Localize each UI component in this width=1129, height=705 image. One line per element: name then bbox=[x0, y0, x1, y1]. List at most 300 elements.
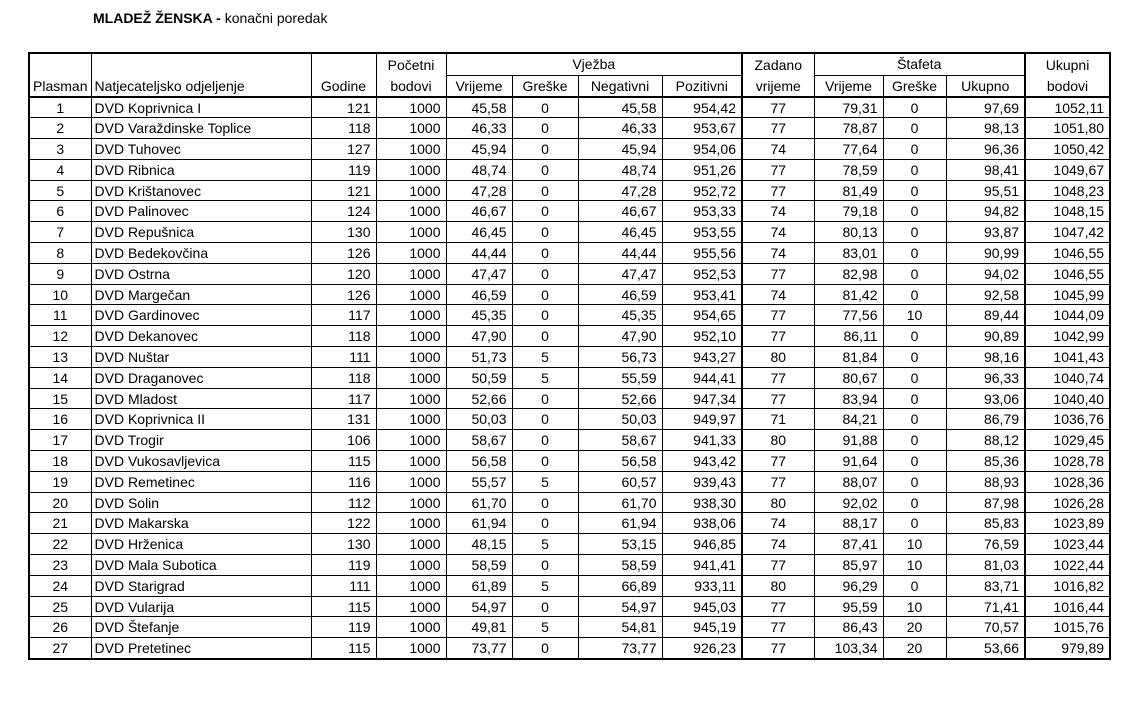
vjezba-pozitivni-cell: 943,42 bbox=[662, 451, 742, 472]
team-name-cell: DVD Ostrna bbox=[91, 263, 311, 284]
ukupni-bodovi-cell: 1040,74 bbox=[1025, 367, 1110, 388]
pocetni-bodovi-cell: 1000 bbox=[376, 555, 446, 576]
vjezba-negativni-cell: 52,66 bbox=[578, 388, 662, 409]
zadano-vrijeme-cell: 77 bbox=[742, 638, 814, 659]
page-title-bold: MLADEŽ ŽENSKA - bbox=[93, 10, 221, 26]
stafeta-greske-cell: 0 bbox=[883, 243, 946, 264]
vjezba-negativni-cell: 46,33 bbox=[578, 118, 662, 139]
godine-cell: 111 bbox=[311, 575, 376, 596]
table-header bbox=[29, 53, 1110, 97]
godine-cell: 106 bbox=[311, 430, 376, 451]
ukupni-bodovi-cell: 1045,99 bbox=[1025, 284, 1110, 305]
vjezba-vrijeme-cell: 45,94 bbox=[446, 139, 512, 160]
header-ukupni-bottom: bodovi bbox=[1025, 75, 1110, 97]
header-vjezba-pozitivni: Pozitivni bbox=[662, 75, 742, 97]
godine-cell: 119 bbox=[311, 555, 376, 576]
team-name-cell: DVD Varaždinske Toplice bbox=[91, 118, 311, 139]
pocetni-bodovi-cell: 1000 bbox=[376, 180, 446, 201]
pocetni-bodovi-cell: 1000 bbox=[376, 243, 446, 264]
table-row bbox=[29, 388, 1110, 409]
ukupni-bodovi-cell: 1049,67 bbox=[1025, 159, 1110, 180]
page-title bbox=[93, 9, 327, 27]
stafeta-ukupno-cell: 85,83 bbox=[946, 513, 1025, 534]
plasman-cell: 19 bbox=[29, 471, 91, 492]
team-name-cell: DVD Repušnica bbox=[91, 222, 311, 243]
stafeta-greske-cell: 0 bbox=[883, 284, 946, 305]
header-plasman: Plasman bbox=[29, 75, 91, 97]
zadano-vrijeme-cell: 77 bbox=[742, 263, 814, 284]
stafeta-ukupno-cell: 98,13 bbox=[946, 118, 1025, 139]
zadano-vrijeme-cell: 80 bbox=[742, 347, 814, 368]
vjezba-pozitivni-cell: 938,30 bbox=[662, 492, 742, 513]
vjezba-greske-cell: 0 bbox=[512, 555, 578, 576]
vjezba-vrijeme-cell: 47,28 bbox=[446, 180, 512, 201]
vjezba-negativni-cell: 58,59 bbox=[578, 555, 662, 576]
stafeta-vrijeme-cell: 77,64 bbox=[814, 139, 883, 160]
ukupni-bodovi-cell: 1023,44 bbox=[1025, 534, 1110, 555]
ukupni-bodovi-cell: 1052,11 bbox=[1025, 97, 1110, 118]
vjezba-pozitivni-cell: 947,34 bbox=[662, 388, 742, 409]
stafeta-vrijeme-cell: 83,01 bbox=[814, 243, 883, 264]
plasman-cell: 25 bbox=[29, 596, 91, 617]
vjezba-vrijeme-cell: 61,70 bbox=[446, 492, 512, 513]
pocetni-bodovi-cell: 1000 bbox=[376, 263, 446, 284]
vjezba-greske-cell: 0 bbox=[512, 388, 578, 409]
vjezba-vrijeme-cell: 61,89 bbox=[446, 575, 512, 596]
stafeta-greske-cell: 0 bbox=[883, 97, 946, 118]
vjezba-pozitivni-cell: 938,06 bbox=[662, 513, 742, 534]
vjezba-vrijeme-cell: 46,59 bbox=[446, 284, 512, 305]
team-name-cell: DVD Gardinovec bbox=[91, 305, 311, 326]
stafeta-vrijeme-cell: 79,18 bbox=[814, 201, 883, 222]
vjezba-greske-cell: 0 bbox=[512, 201, 578, 222]
team-name-cell: DVD Starigrad bbox=[91, 575, 311, 596]
plasman-cell: 13 bbox=[29, 347, 91, 368]
stafeta-vrijeme-cell: 92,02 bbox=[814, 492, 883, 513]
vjezba-pozitivni-cell: 939,43 bbox=[662, 471, 742, 492]
godine-cell: 121 bbox=[311, 97, 376, 118]
vjezba-greske-cell: 0 bbox=[512, 409, 578, 430]
godine-cell: 118 bbox=[311, 367, 376, 388]
table-body bbox=[29, 97, 1110, 659]
zadano-vrijeme-cell: 74 bbox=[742, 243, 814, 264]
pocetni-bodovi-cell: 1000 bbox=[376, 471, 446, 492]
stafeta-vrijeme-cell: 88,07 bbox=[814, 471, 883, 492]
zadano-vrijeme-cell: 74 bbox=[742, 284, 814, 305]
zadano-vrijeme-cell: 77 bbox=[742, 617, 814, 638]
vjezba-pozitivni-cell: 954,65 bbox=[662, 305, 742, 326]
godine-cell: 117 bbox=[311, 305, 376, 326]
vjezba-greske-cell: 5 bbox=[512, 367, 578, 388]
stafeta-ukupno-cell: 85,36 bbox=[946, 451, 1025, 472]
stafeta-vrijeme-cell: 86,11 bbox=[814, 326, 883, 347]
vjezba-negativni-cell: 50,03 bbox=[578, 409, 662, 430]
team-name-cell: DVD Vukosavljevica bbox=[91, 451, 311, 472]
vjezba-vrijeme-cell: 58,67 bbox=[446, 430, 512, 451]
vjezba-negativni-cell: 55,59 bbox=[578, 367, 662, 388]
team-name-cell: DVD Tuhovec bbox=[91, 139, 311, 160]
plasman-cell: 9 bbox=[29, 263, 91, 284]
zadano-vrijeme-cell: 77 bbox=[742, 326, 814, 347]
vjezba-vrijeme-cell: 55,57 bbox=[446, 471, 512, 492]
vjezba-negativni-cell: 46,45 bbox=[578, 222, 662, 243]
team-name-cell: DVD Draganovec bbox=[91, 367, 311, 388]
stafeta-greske-cell: 0 bbox=[883, 367, 946, 388]
godine-cell: 126 bbox=[311, 243, 376, 264]
team-name-cell: DVD Koprivnica I bbox=[91, 97, 311, 118]
vjezba-negativni-cell: 47,47 bbox=[578, 263, 662, 284]
vjezba-greske-cell: 5 bbox=[512, 534, 578, 555]
stafeta-greske-cell: 20 bbox=[883, 638, 946, 659]
header-pocetni-top: Početni bbox=[376, 53, 446, 75]
table-row bbox=[29, 347, 1110, 368]
zadano-vrijeme-cell: 77 bbox=[742, 471, 814, 492]
table-row bbox=[29, 513, 1110, 534]
plasman-cell: 7 bbox=[29, 222, 91, 243]
stafeta-ukupno-cell: 53,66 bbox=[946, 638, 1025, 659]
header-vjezba-group: Vježba bbox=[446, 53, 742, 75]
stafeta-greske-cell: 0 bbox=[883, 263, 946, 284]
ukupni-bodovi-cell: 1048,23 bbox=[1025, 180, 1110, 201]
stafeta-vrijeme-cell: 78,87 bbox=[814, 118, 883, 139]
zadano-vrijeme-cell: 77 bbox=[742, 451, 814, 472]
team-name-cell: DVD Hrženica bbox=[91, 534, 311, 555]
pocetni-bodovi-cell: 1000 bbox=[376, 451, 446, 472]
vjezba-negativni-cell: 45,94 bbox=[578, 139, 662, 160]
ukupni-bodovi-cell: 1036,76 bbox=[1025, 409, 1110, 430]
godine-cell: 126 bbox=[311, 284, 376, 305]
ukupni-bodovi-cell: 1023,89 bbox=[1025, 513, 1110, 534]
stafeta-ukupno-cell: 98,41 bbox=[946, 159, 1025, 180]
stafeta-greske-cell: 10 bbox=[883, 596, 946, 617]
vjezba-negativni-cell: 73,77 bbox=[578, 638, 662, 659]
vjezba-negativni-cell: 46,67 bbox=[578, 201, 662, 222]
stafeta-vrijeme-cell: 81,84 bbox=[814, 347, 883, 368]
ukupni-bodovi-cell: 1047,42 bbox=[1025, 222, 1110, 243]
header-godine-top bbox=[311, 53, 376, 75]
plasman-cell: 14 bbox=[29, 367, 91, 388]
vjezba-negativni-cell: 60,57 bbox=[578, 471, 662, 492]
zadano-vrijeme-cell: 77 bbox=[742, 180, 814, 201]
zadano-vrijeme-cell: 77 bbox=[742, 159, 814, 180]
header-plasman-top bbox=[29, 53, 91, 75]
pocetni-bodovi-cell: 1000 bbox=[376, 367, 446, 388]
vjezba-negativni-cell: 45,58 bbox=[578, 97, 662, 118]
header-pocetni-bottom: bodovi bbox=[376, 75, 446, 97]
header-ukupni-top: Ukupni bbox=[1025, 53, 1110, 75]
vjezba-negativni-cell: 56,58 bbox=[578, 451, 662, 472]
godine-cell: 130 bbox=[311, 222, 376, 243]
plasman-cell: 12 bbox=[29, 326, 91, 347]
stafeta-ukupno-cell: 92,58 bbox=[946, 284, 1025, 305]
vjezba-vrijeme-cell: 48,74 bbox=[446, 159, 512, 180]
pocetni-bodovi-cell: 1000 bbox=[376, 409, 446, 430]
stafeta-greske-cell: 0 bbox=[883, 388, 946, 409]
header-stafeta-group: Štafeta bbox=[814, 53, 1025, 75]
table-row bbox=[29, 575, 1110, 596]
vjezba-negativni-cell: 56,73 bbox=[578, 347, 662, 368]
plasman-cell: 6 bbox=[29, 201, 91, 222]
pocetni-bodovi-cell: 1000 bbox=[376, 347, 446, 368]
plasman-cell: 8 bbox=[29, 243, 91, 264]
vjezba-vrijeme-cell: 61,94 bbox=[446, 513, 512, 534]
header-zadano-top: Zadano bbox=[742, 53, 814, 75]
plasman-cell: 17 bbox=[29, 430, 91, 451]
stafeta-vrijeme-cell: 79,31 bbox=[814, 97, 883, 118]
stafeta-vrijeme-cell: 91,88 bbox=[814, 430, 883, 451]
team-name-cell: DVD Margečan bbox=[91, 284, 311, 305]
godine-cell: 112 bbox=[311, 492, 376, 513]
stafeta-ukupno-cell: 76,59 bbox=[946, 534, 1025, 555]
table-row bbox=[29, 534, 1110, 555]
table-row bbox=[29, 617, 1110, 638]
stafeta-greske-cell: 0 bbox=[883, 139, 946, 160]
ukupni-bodovi-cell: 1016,44 bbox=[1025, 596, 1110, 617]
pocetni-bodovi-cell: 1000 bbox=[376, 492, 446, 513]
vjezba-pozitivni-cell: 954,06 bbox=[662, 139, 742, 160]
vjezba-negativni-cell: 45,35 bbox=[578, 305, 662, 326]
vjezba-negativni-cell: 48,74 bbox=[578, 159, 662, 180]
stafeta-greske-cell: 0 bbox=[883, 451, 946, 472]
vjezba-vrijeme-cell: 73,77 bbox=[446, 638, 512, 659]
vjezba-vrijeme-cell: 45,35 bbox=[446, 305, 512, 326]
zadano-vrijeme-cell: 77 bbox=[742, 367, 814, 388]
ukupni-bodovi-cell: 1028,78 bbox=[1025, 451, 1110, 472]
vjezba-negativni-cell: 54,97 bbox=[578, 596, 662, 617]
ukupni-bodovi-cell: 1046,55 bbox=[1025, 243, 1110, 264]
table-row bbox=[29, 118, 1110, 139]
vjezba-vrijeme-cell: 50,03 bbox=[446, 409, 512, 430]
team-name-cell: DVD Trogir bbox=[91, 430, 311, 451]
ukupni-bodovi-cell: 1046,55 bbox=[1025, 263, 1110, 284]
table-row bbox=[29, 596, 1110, 617]
godine-cell: 111 bbox=[311, 347, 376, 368]
header-vjezba-greske: Greške bbox=[512, 75, 578, 97]
vjezba-pozitivni-cell: 926,23 bbox=[662, 638, 742, 659]
stafeta-greske-cell: 0 bbox=[883, 159, 946, 180]
vjezba-pozitivni-cell: 949,97 bbox=[662, 409, 742, 430]
stafeta-ukupno-cell: 81,03 bbox=[946, 555, 1025, 576]
team-name-cell: DVD Palinovec bbox=[91, 201, 311, 222]
zadano-vrijeme-cell: 74 bbox=[742, 513, 814, 534]
team-name-cell: DVD Štefanje bbox=[91, 617, 311, 638]
pocetni-bodovi-cell: 1000 bbox=[376, 139, 446, 160]
stafeta-vrijeme-cell: 85,97 bbox=[814, 555, 883, 576]
stafeta-ukupno-cell: 96,36 bbox=[946, 139, 1025, 160]
vjezba-pozitivni-cell: 953,33 bbox=[662, 201, 742, 222]
ukupni-bodovi-cell: 1041,43 bbox=[1025, 347, 1110, 368]
vjezba-greske-cell: 0 bbox=[512, 284, 578, 305]
ukupni-bodovi-cell: 979,89 bbox=[1025, 638, 1110, 659]
stafeta-vrijeme-cell: 80,67 bbox=[814, 367, 883, 388]
stafeta-ukupno-cell: 86,79 bbox=[946, 409, 1025, 430]
godine-cell: 120 bbox=[311, 263, 376, 284]
team-name-cell: DVD Pretetinec bbox=[91, 638, 311, 659]
pocetni-bodovi-cell: 1000 bbox=[376, 575, 446, 596]
godine-cell: 130 bbox=[311, 534, 376, 555]
table-row bbox=[29, 305, 1110, 326]
vjezba-negativni-cell: 66,89 bbox=[578, 575, 662, 596]
vjezba-negativni-cell: 54,81 bbox=[578, 617, 662, 638]
vjezba-vrijeme-cell: 51,73 bbox=[446, 347, 512, 368]
plasman-cell: 10 bbox=[29, 284, 91, 305]
team-name-cell: DVD Bedekovčina bbox=[91, 243, 311, 264]
stafeta-vrijeme-cell: 96,29 bbox=[814, 575, 883, 596]
godine-cell: 118 bbox=[311, 118, 376, 139]
plasman-cell: 26 bbox=[29, 617, 91, 638]
vjezba-negativni-cell: 61,70 bbox=[578, 492, 662, 513]
vjezba-pozitivni-cell: 951,26 bbox=[662, 159, 742, 180]
godine-cell: 121 bbox=[311, 180, 376, 201]
stafeta-greske-cell: 0 bbox=[883, 326, 946, 347]
vjezba-negativni-cell: 44,44 bbox=[578, 243, 662, 264]
ukupni-bodovi-cell: 1029,45 bbox=[1025, 430, 1110, 451]
zadano-vrijeme-cell: 77 bbox=[742, 97, 814, 118]
table-row bbox=[29, 367, 1110, 388]
vjezba-vrijeme-cell: 58,59 bbox=[446, 555, 512, 576]
vjezba-pozitivni-cell: 953,41 bbox=[662, 284, 742, 305]
stafeta-vrijeme-cell: 78,59 bbox=[814, 159, 883, 180]
zadano-vrijeme-cell: 74 bbox=[742, 139, 814, 160]
page-title-rest: konačni poredak bbox=[220, 10, 328, 26]
godine-cell: 127 bbox=[311, 139, 376, 160]
zadano-vrijeme-cell: 80 bbox=[742, 430, 814, 451]
stafeta-ukupno-cell: 94,02 bbox=[946, 263, 1025, 284]
stafeta-ukupno-cell: 71,41 bbox=[946, 596, 1025, 617]
vjezba-pozitivni-cell: 944,41 bbox=[662, 367, 742, 388]
team-name-cell: DVD Vularija bbox=[91, 596, 311, 617]
vjezba-greske-cell: 0 bbox=[512, 263, 578, 284]
table-row bbox=[29, 555, 1110, 576]
table-row bbox=[29, 638, 1110, 659]
vjezba-pozitivni-cell: 952,10 bbox=[662, 326, 742, 347]
stafeta-ukupno-cell: 88,93 bbox=[946, 471, 1025, 492]
stafeta-greske-cell: 0 bbox=[883, 347, 946, 368]
ukupni-bodovi-cell: 1040,40 bbox=[1025, 388, 1110, 409]
vjezba-vrijeme-cell: 44,44 bbox=[446, 243, 512, 264]
vjezba-vrijeme-cell: 47,47 bbox=[446, 263, 512, 284]
header-natjecateljsko-top bbox=[91, 53, 311, 75]
stafeta-greske-cell: 0 bbox=[883, 222, 946, 243]
vjezba-pozitivni-cell: 952,72 bbox=[662, 180, 742, 201]
pocetni-bodovi-cell: 1000 bbox=[376, 159, 446, 180]
vjezba-negativni-cell: 46,59 bbox=[578, 284, 662, 305]
table-row bbox=[29, 326, 1110, 347]
pocetni-bodovi-cell: 1000 bbox=[376, 284, 446, 305]
stafeta-greske-cell: 0 bbox=[883, 409, 946, 430]
zadano-vrijeme-cell: 77 bbox=[742, 305, 814, 326]
plasman-cell: 15 bbox=[29, 388, 91, 409]
vjezba-vrijeme-cell: 46,45 bbox=[446, 222, 512, 243]
vjezba-greske-cell: 0 bbox=[512, 180, 578, 201]
godine-cell: 115 bbox=[311, 638, 376, 659]
pocetni-bodovi-cell: 1000 bbox=[376, 534, 446, 555]
table-row bbox=[29, 201, 1110, 222]
plasman-cell: 22 bbox=[29, 534, 91, 555]
zadano-vrijeme-cell: 77 bbox=[742, 118, 814, 139]
stafeta-greske-cell: 0 bbox=[883, 575, 946, 596]
stafeta-ukupno-cell: 87,98 bbox=[946, 492, 1025, 513]
zadano-vrijeme-cell: 77 bbox=[742, 596, 814, 617]
plasman-cell: 5 bbox=[29, 180, 91, 201]
stafeta-vrijeme-cell: 95,59 bbox=[814, 596, 883, 617]
vjezba-pozitivni-cell: 945,03 bbox=[662, 596, 742, 617]
stafeta-greske-cell: 10 bbox=[883, 555, 946, 576]
ukupni-bodovi-cell: 1050,42 bbox=[1025, 139, 1110, 160]
stafeta-greske-cell: 0 bbox=[883, 180, 946, 201]
vjezba-pozitivni-cell: 955,56 bbox=[662, 243, 742, 264]
ukupni-bodovi-cell: 1028,36 bbox=[1025, 471, 1110, 492]
stafeta-ukupno-cell: 90,99 bbox=[946, 243, 1025, 264]
stafeta-ukupno-cell: 90,89 bbox=[946, 326, 1025, 347]
table-row bbox=[29, 284, 1110, 305]
team-name-cell: DVD Ribnica bbox=[91, 159, 311, 180]
header-zadano-bottom: vrijeme bbox=[742, 75, 814, 97]
ukupni-bodovi-cell: 1026,28 bbox=[1025, 492, 1110, 513]
pocetni-bodovi-cell: 1000 bbox=[376, 638, 446, 659]
ukupni-bodovi-cell: 1016,82 bbox=[1025, 575, 1110, 596]
plasman-cell: 16 bbox=[29, 409, 91, 430]
stafeta-greske-cell: 0 bbox=[883, 118, 946, 139]
pocetni-bodovi-cell: 1000 bbox=[376, 118, 446, 139]
vjezba-pozitivni-cell: 946,85 bbox=[662, 534, 742, 555]
vjezba-pozitivni-cell: 933,11 bbox=[662, 575, 742, 596]
stafeta-greske-cell: 0 bbox=[883, 201, 946, 222]
header-natjecateljsko: Natjecateljsko odjeljenje bbox=[91, 75, 311, 97]
vjezba-greske-cell: 0 bbox=[512, 492, 578, 513]
stafeta-vrijeme-cell: 88,17 bbox=[814, 513, 883, 534]
stafeta-vrijeme-cell: 81,49 bbox=[814, 180, 883, 201]
vjezba-greske-cell: 0 bbox=[512, 97, 578, 118]
vjezba-negativni-cell: 47,28 bbox=[578, 180, 662, 201]
team-name-cell: DVD Makarska bbox=[91, 513, 311, 534]
plasman-cell: 20 bbox=[29, 492, 91, 513]
vjezba-greske-cell: 0 bbox=[512, 222, 578, 243]
stafeta-greske-cell: 0 bbox=[883, 492, 946, 513]
stafeta-greske-cell: 10 bbox=[883, 534, 946, 555]
team-name-cell: DVD Krištanovec bbox=[91, 180, 311, 201]
godine-cell: 115 bbox=[311, 451, 376, 472]
plasman-cell: 11 bbox=[29, 305, 91, 326]
ukupni-bodovi-cell: 1022,44 bbox=[1025, 555, 1110, 576]
zadano-vrijeme-cell: 74 bbox=[742, 201, 814, 222]
zadano-vrijeme-cell: 77 bbox=[742, 388, 814, 409]
header-godine: Godine bbox=[311, 75, 376, 97]
header-stafeta-vrijeme: Vrijeme bbox=[814, 75, 883, 97]
stafeta-vrijeme-cell: 80,13 bbox=[814, 222, 883, 243]
stafeta-vrijeme-cell: 87,41 bbox=[814, 534, 883, 555]
plasman-cell: 4 bbox=[29, 159, 91, 180]
stafeta-vrijeme-cell: 103,34 bbox=[814, 638, 883, 659]
stafeta-vrijeme-cell: 77,56 bbox=[814, 305, 883, 326]
pocetni-bodovi-cell: 1000 bbox=[376, 513, 446, 534]
stafeta-ukupno-cell: 70,57 bbox=[946, 617, 1025, 638]
stafeta-ukupno-cell: 97,69 bbox=[946, 97, 1025, 118]
team-name-cell: DVD Mladost bbox=[91, 388, 311, 409]
stafeta-ukupno-cell: 93,87 bbox=[946, 222, 1025, 243]
vjezba-greske-cell: 5 bbox=[512, 575, 578, 596]
stafeta-vrijeme-cell: 91,64 bbox=[814, 451, 883, 472]
stafeta-greske-cell: 0 bbox=[883, 513, 946, 534]
stafeta-ukupno-cell: 96,33 bbox=[946, 367, 1025, 388]
ukupni-bodovi-cell: 1044,09 bbox=[1025, 305, 1110, 326]
pocetni-bodovi-cell: 1000 bbox=[376, 617, 446, 638]
pocetni-bodovi-cell: 1000 bbox=[376, 201, 446, 222]
team-name-cell: DVD Solin bbox=[91, 492, 311, 513]
ukupni-bodovi-cell: 1015,76 bbox=[1025, 617, 1110, 638]
header-stafeta-greske: Greške bbox=[883, 75, 946, 97]
vjezba-negativni-cell: 58,67 bbox=[578, 430, 662, 451]
